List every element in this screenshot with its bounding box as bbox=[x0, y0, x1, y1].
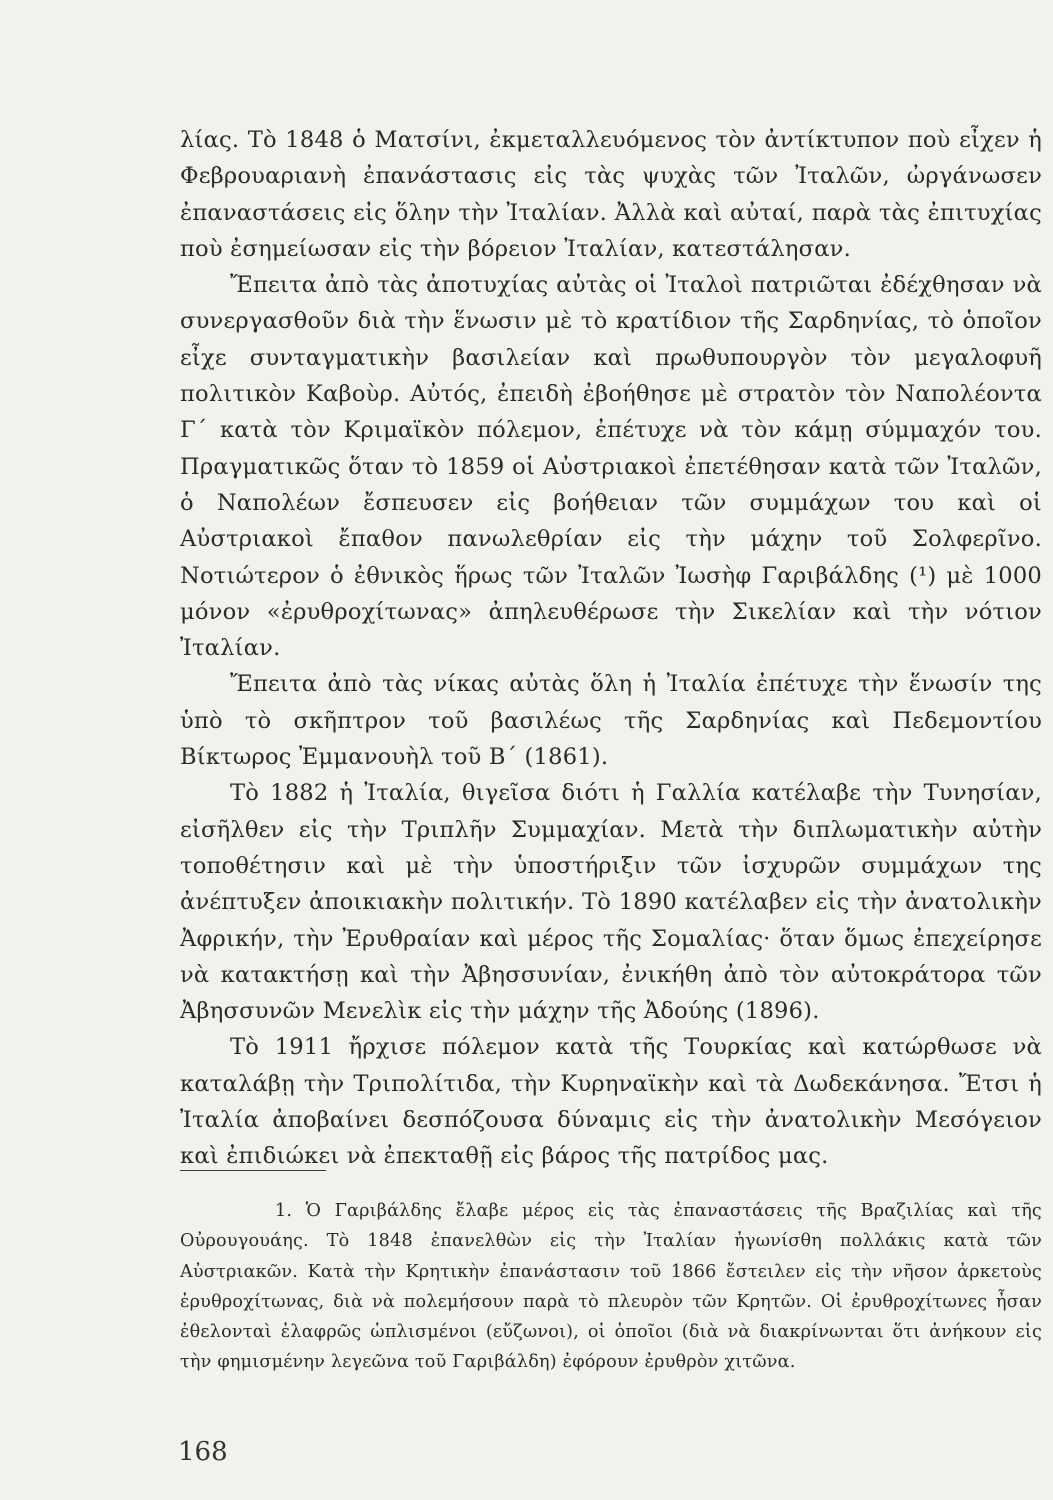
footnote-divider bbox=[180, 1170, 326, 1171]
paragraph: Ἔπειτα ἀπὸ τὰς νίκας αὐτὰς ὅλη ἡ Ἰταλία ἐπέτυχε τὴν ἕνωσίν της ὑπὸ τὸ σκῆπτρον τοῦ βασιλέως τῆς Σαρδηνίας καὶ Πεδεμοντίου Βίκτωρος Ἐμμανουὴλ τοῦ Β΄ (1861). bbox=[180, 671, 1042, 771]
paragraph: Ἔπειτα ἀπὸ τὰς ἀποτυχίας αὐτὰς οἱ Ἰταλοὶ πατριῶται ἐδέχθησαν νὰ συνεργασθοῦν διὰ τὴν ἕνωσιν μὲ τὸ κρατίδιον τῆς Σαρδηνίας, τὸ ὁποῖον εἶχε συνταγματικὴν βασιλείαν καὶ πρωθυπουργὸν τὸν μεγαλοφυῆ πολιτικὸν Καβοὺρ. Αὐτός, ἐπειδὴ ἐβοήθησε μὲ στρατὸν τὸν Ναπολέοντα Γ΄ κατὰ τὸν Κριμαϊκὸν πόλεμον, ἐπέτυχε νὰ τὸν κάμῃ σύμμαχόν του. Πραγματικῶς ὅταν τὸ 1859 οἱ Αὐστριακοὶ ἐπετέθησαν κατὰ τῶν Ἰταλῶν, ὁ Ναπολέων ἔσπευσεν εἰς βοήθειαν τῶν συμμάχων του καὶ οἱ Αὐστριακοὶ ἔπαθον πανωλεθρίαν εἰς τὴν μάχην τοῦ Σολφερῖνο. Νοτιώτερον ὁ ἐθνικὸς ἥρως τῶν Ἰταλῶν Ἰωσὴφ Γαριβάλδης (¹) μὲ 1000 μόνον «ἐρυθροχίτωνας» ἀπηλευθέρωσε τὴν Σικελίαν καὶ τὴν νότιον Ἰταλίαν. bbox=[180, 272, 1042, 662]
paragraph: Τὸ 1911 ἤρχισε πόλεμον κατὰ τῆς Τουρκίας καὶ κατώρθωσε νὰ καταλάβῃ τὴν Τριπολίτιδα, τὴν Κυρηναϊκὴν καὶ τὰ Δωδεκάνησα. Ἔτσι ἡ Ἰταλία ἀποβαίνει δεσπόζουσα δύναμις εἰς τὴν ἀνατολικὴν Μεσόγειον καὶ ἐπιδιώκει νὰ ἐπεκταθῇ εἰς βάρος τῆς πατρίδος μας. bbox=[180, 1034, 1042, 1170]
footnote: 1. Ὁ Γαριβάλδης ἔλαβε μέρος εἰς τὰς ἐπαναστάσεις τῆς Βραζιλίας καὶ τῆς Οὐρουγουάης. Τὸ 1848 ἐπανελθὼν εἰς τὴν Ἰταλίαν ἠγωνίσθη πολλάκις κατὰ τῶν Αὐστριακῶν. Κατὰ τὴν Κρητικὴν ἐπανάστασιν τοῦ 1866 ἔστειλεν εἰς τὴν νῆσον ἀρκετοὺς ἐρυθροχίτωνας, διὰ νὰ πολεμήσουν παρὰ τὸ πλευρὸν τῶν Κρητῶν. Οἱ ἐρυθροχίτωνες ἦσαν ἐθελονταὶ ἐλαφρῶς ὡπλισμένοι (εὔζωνοι), οἱ ὁποῖοι (διὰ νὰ διακρίνωνται ὅτι ἀνήκουν εἰς τὴν φημισμένην λεγεῶνα τοῦ Γαριβάλδη) ἐφόρουν ἐρυθρὸν χιτῶνα. bbox=[180, 1201, 1042, 1373]
main-text bbox=[180, 122, 1042, 1175]
paragraph: λίας. Τὸ 1848 ὁ Ματσίνι, ἐκμεταλλευόμενος τὸν ἀντίκτυπον ποὺ εἶχεν ἡ Φεβρουαριανὴ ἐπανάστασις εἰς τὰς ψυχὰς τῶν Ἰταλῶν, ὠργάνωσεν ἐπαναστάσεις εἰς ὅλην τὴν Ἰταλίαν. Ἀλλὰ καὶ αὐταί, παρὰ τὰς ἐπιτυχίας ποὺ ἐσημείωσαν εἰς τὴν βόρειον Ἰταλίαν, κατεστάλησαν. bbox=[180, 127, 1042, 262]
paragraph: Τὸ 1882 ἡ Ἰταλία, θιγεῖσα διότι ἡ Γαλλία κατέλαβε τὴν Τυνησίαν, εἰσῆλθεν εἰς τὴν Τριπλῆν Συμμαχίαν. Μετὰ τὴν διπλωματικὴν αὐτὴν τοποθέτησιν καὶ μὲ τὴν ὑποστήριξιν τῶν ἰσχυρῶν συμμάχων της ἀνέπτυξεν ἀποικιακὴν πολιτικήν. Τὸ 1890 κατέλαβεν εἰς τὴν ἀνατολικὴν Ἀφρικήν, τὴν Ἐρυθραίαν καὶ μέρος τῆς Σομαλίας· ὅταν ὅμως ἐπεχείρησε νὰ κατακτήσῃ καὶ τὴν Ἀβησσυνίαν, ἐνικήθη ἀπὸ τὸν αὐτοκράτορα τῶν Ἀβησσυνῶν Μενελὶκ εἰς τὴν μάχην τῆς Ἀδούης (1896). bbox=[180, 780, 1042, 1025]
footnotes bbox=[180, 1196, 1042, 1378]
page-number: 168 bbox=[178, 1437, 228, 1467]
